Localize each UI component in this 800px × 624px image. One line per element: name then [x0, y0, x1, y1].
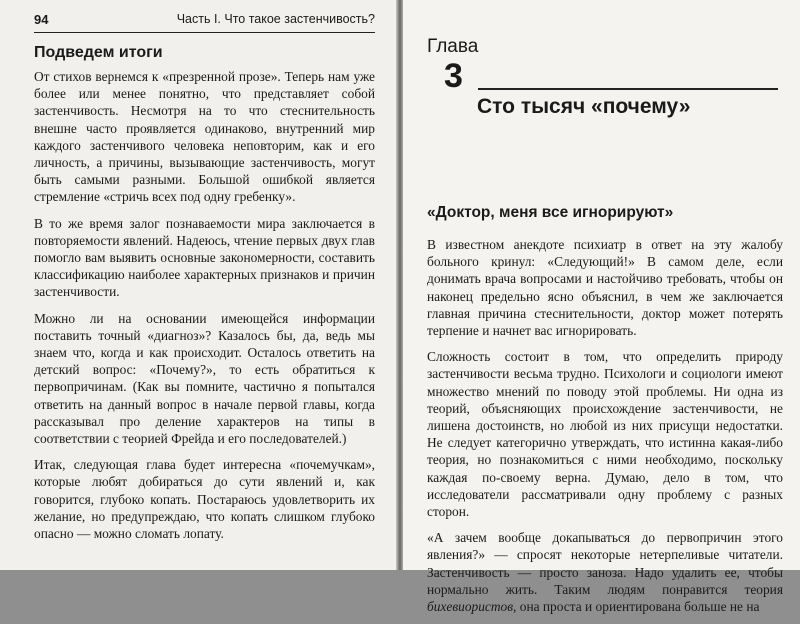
text-run: «А зачем вообще докапываться до первопричин этого явления?» — спросят некоторые нетерпеливые читатели. Застенчивость — просто заноза. Надо удалить ее, чтобы нормально жить. Таким людям понравится теория	[427, 530, 783, 597]
page-number: 94	[34, 12, 49, 27]
chapter-number: 3	[444, 57, 463, 95]
left-page-body	[34, 68, 375, 551]
section-title: Подведем итоги	[34, 44, 163, 61]
right-page-body	[427, 236, 783, 624]
paragraph: Сложность состоит в том, что определить природу застенчивости весьма трудно. Психологи и социологи имеют множество мнений по поводу этой проблемы. Ни одна из теорий, объясняющих происхождение застенчивости, не лишена достоинств, но любой из них присущи недостатки. Не следует категорично утверждать, что истинна какая-либо теория, но познакомиться с ними необходимо, поскольку каждая по-своему верна. Думаю, дело в том, что исследователи рассматривали одну проблему с разных сторон.	[427, 349, 783, 520]
paragraph-last	[427, 529, 783, 615]
chapter-label: Глава	[427, 36, 479, 57]
text-run: , она проста и ориентирована больше не на	[513, 599, 760, 615]
chapter-title: Сто тысяч «почему»	[477, 95, 691, 118]
paragraph: В известном анекдоте психиатр в ответ на эту жалобу больного кринул: «Следующий!» В самом деле, если донимать врача вопросами и настойчиво требовать, чтобы он наконец предельно ясно объяснил, в чем же заключается главная причина стеснительности, доктор может потерять терпение и начнет вас игнорировать.	[427, 237, 783, 339]
right-page	[403, 0, 800, 615]
chapter-rule	[478, 88, 778, 90]
left-page	[0, 0, 397, 570]
italic-term: бихевиористов	[427, 599, 514, 615]
running-head: Часть I. Что такое застенчивость?	[176, 12, 375, 26]
paragraph: Можно ли на основании имеющейся информации поставить точный «диагноз»? Казалось бы, да, ведь мы знаем что, когда и как происходит. Осталось ответить на детский вопрос: «Почему?», то есть обратиться к первопричинам. (Как вы помните, частично я попытался ответить на данный вопрос в начале первой главы, когда рассказывал про деление характеров на типы в соответствии с теорией Фрейда и его последователей.)	[34, 310, 375, 447]
page-header	[34, 12, 375, 33]
paragraph: В то же время залог познаваемости мира заключается в повторяемости явлений. Надеюсь, чтение первых двух глав помогло вам выявить основные закономерности, составить классификацию наиболее характерных признаков и причин застенчивости.	[34, 215, 375, 300]
paragraph: От стихов вернемся к «презренной прозе». Теперь нам уже более или менее понятно, что представляет собой застенчивость. Несмотря на то что стеснительность внешне часто проявляется одинаково, внутренний мир каждого застенчивого человека неповторим, как и его личность, а причины, вызывающие застенчивость, могут быть самыми разными. Большой ошибкой является стремление «стричь всех под одну гребенку».	[34, 69, 375, 205]
subsection-title: «Доктор, меня все игнорируют»	[427, 204, 674, 221]
paragraph: Итак, следующая глава будет интересна «почемучкам», которые любят добираться до сути явлений и, как говорится, глубоко копать. Постараюсь удовлетворить их желание, но предупреждаю, что копать слишком глубоко опасно — можно сломать лопату.	[34, 457, 375, 542]
